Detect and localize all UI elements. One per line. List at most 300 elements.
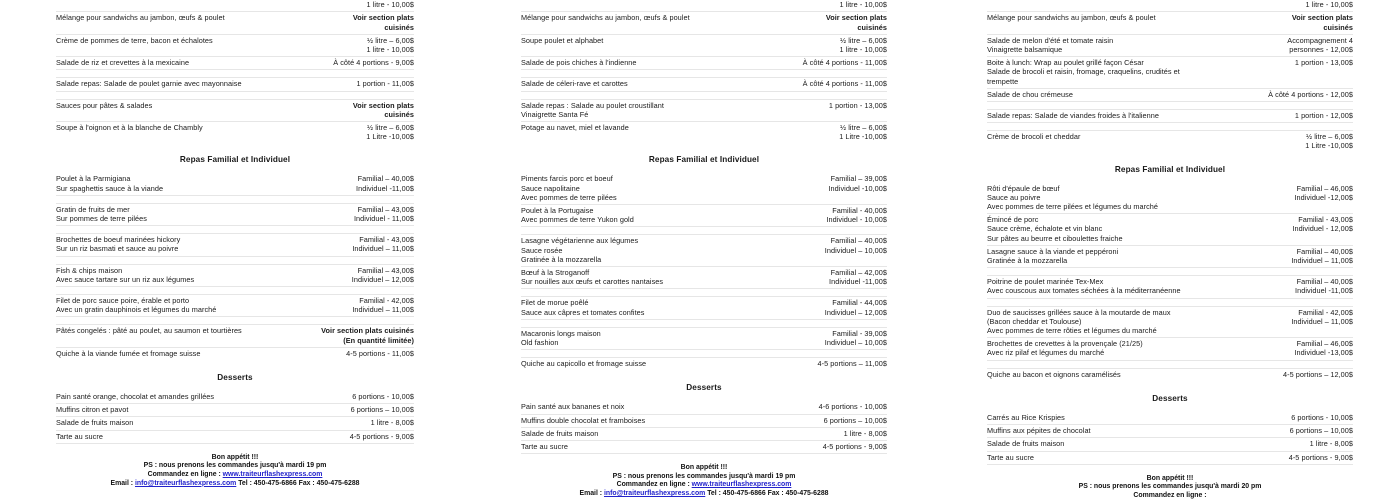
menu-row <box>987 110 1353 123</box>
text-line: cuisinés <box>857 22 887 32</box>
text-line: 6 portions – 10,00$ <box>1289 426 1353 436</box>
text-line: Mélange pour sandwichs au jambon, œufs & poulet <box>56 13 225 23</box>
menu-item-description <box>56 173 264 195</box>
text-line: Piments farcis porc et boeuf <box>521 174 613 184</box>
text-line: 1 portion - 11,00$ <box>356 79 414 89</box>
menu-item-description <box>56 325 264 347</box>
menu-item-description <box>56 122 264 144</box>
menu-item-description <box>521 0 741 12</box>
text-line: Individuel – 11,00$ <box>1291 316 1353 326</box>
text-line: 4-5 portions - 9,00$ <box>822 442 887 452</box>
text-line: Voir section plats <box>1291 13 1353 23</box>
text-line: Vinaigrette balsamique <box>987 45 1063 55</box>
column-footer <box>987 475 1353 500</box>
menu-column-week-3 <box>932 0 1398 500</box>
text-line: (En quantité limitée) <box>343 335 414 345</box>
text-line: Tarte au sucre <box>56 431 103 441</box>
menu-row <box>521 327 887 349</box>
menu-item-price <box>264 78 414 91</box>
text-line: Sauce napolitaine <box>521 183 580 193</box>
column-content <box>521 0 887 499</box>
text-line: 6 portions - 10,00$ <box>352 392 414 402</box>
menu-item-price <box>1207 306 1353 338</box>
text-line: Filet de porc sauce poire, érable et porto <box>56 296 190 306</box>
menu-item-price <box>741 327 887 349</box>
text-line: Voir section plats <box>825 13 887 23</box>
menu-row <box>56 264 414 286</box>
footer-line-bon-appetit: Bon appétit !!! <box>1146 474 1194 482</box>
column-footer <box>56 454 414 488</box>
text-line: ½ litre – 6,00$ <box>840 35 887 45</box>
text-line: Pain santé aux bananes et noix <box>521 402 625 412</box>
menu-item-price <box>741 173 887 204</box>
text-line: 1 litre - 10,00$ <box>1305 0 1353 10</box>
menu-item-price <box>1207 131 1353 153</box>
footer-line-order-deadline: PS : nous prenons les commandes jusqu'à mardi 20 pm <box>1078 483 1262 491</box>
website-link[interactable]: www.traiteurflashexpress.com <box>222 471 323 479</box>
text-line: Crème de brocoli et cheddar <box>987 132 1081 142</box>
text-line: Familial – 40,00$ <box>357 174 414 184</box>
text-line: Sauce aux câpres et tomates confites <box>521 307 645 317</box>
menu-item-price <box>741 427 887 440</box>
menu-item-description <box>56 234 264 256</box>
text-line: Familial – 40,00$ <box>1296 246 1353 256</box>
spacer-cell <box>521 289 887 297</box>
menu-item-description <box>521 327 741 349</box>
spacer-cell <box>56 317 414 325</box>
text-line: Filet de morue poêlé <box>521 298 589 308</box>
footer-line-contact: Email : info@traiteurflashexpress.com Tel : 450-475-6866 Fax : 450-475-6288 <box>110 479 360 487</box>
menu-item-description <box>987 306 1207 338</box>
menu-item-price <box>741 297 887 319</box>
menu-row <box>521 441 887 454</box>
menu-item-description <box>987 183 1207 214</box>
text-line: Gratin de fruits de mer <box>56 204 130 214</box>
row-spacer <box>521 91 887 99</box>
menu-item-description <box>987 34 1207 56</box>
text-line: 1 litre - 10,00$ <box>839 45 887 55</box>
menu-item-price <box>1207 276 1353 298</box>
text-line: Poulet à la Portugaise <box>521 206 594 216</box>
section-title-meals: Repas Familial et Individuel <box>179 155 291 165</box>
menu-row <box>987 412 1353 425</box>
text-line: Individuel -12,00$ <box>1294 192 1353 202</box>
menu-item-price <box>1207 245 1353 267</box>
menu-row <box>521 122 887 144</box>
menu-row <box>521 34 887 56</box>
menu-item-description <box>521 297 741 319</box>
menu-row <box>56 391 414 404</box>
menu-item-price <box>1207 110 1353 123</box>
text-line: ½ litre – 6,00$ <box>367 35 414 45</box>
menu-item-description <box>521 427 741 440</box>
footer-line-bon-appetit: Bon appétit !!! <box>680 464 728 472</box>
menu-item-price <box>1207 0 1353 12</box>
menu-item-description <box>987 245 1207 267</box>
menu-item-description <box>56 57 264 70</box>
menu-row <box>521 358 887 371</box>
menu-item-price <box>264 404 414 417</box>
menu-row <box>56 203 414 225</box>
text-line: Familial – 42,00$ <box>830 268 887 278</box>
text-line: Salade de fruits maison <box>56 418 134 428</box>
menu-row <box>987 131 1353 153</box>
desserts-table <box>56 391 414 443</box>
menu-item-price <box>741 267 887 289</box>
menu-item-description <box>56 404 264 417</box>
row-spacer <box>521 70 887 78</box>
menu-row <box>521 0 887 12</box>
spacer-cell <box>56 91 414 99</box>
menu-item-description <box>521 12 741 34</box>
row-spacer <box>56 195 414 203</box>
menu-item-description <box>521 57 741 70</box>
footer-line-order-online: Commandez en ligne : <box>1133 491 1207 499</box>
menu-item-description <box>56 203 264 225</box>
footer-line-order-deadline: PS : nous prenons les commandes jusqu'à mardi 19 pm <box>143 462 327 470</box>
text-line: Avec pommes de terre pilées et légumes du marché <box>987 202 1158 212</box>
menu-row <box>56 99 414 121</box>
menu-row <box>987 338 1353 360</box>
menu-item-price <box>1207 451 1353 464</box>
text-line: Poitrine de poulet marinée Tex-Mex <box>987 277 1104 287</box>
text-line: 1 Litre -10,00$ <box>1305 141 1353 151</box>
menu-item-price <box>264 173 414 195</box>
menu-item-description <box>987 0 1207 12</box>
text-line: Gratinée à la mozzarella <box>521 254 602 264</box>
spacer-cell <box>987 123 1353 131</box>
menu-item-description <box>521 267 741 289</box>
menu-row <box>987 451 1353 464</box>
menu-item-description <box>987 412 1207 425</box>
menu-row <box>987 57 1353 89</box>
text-line: Familial – 43,00$ <box>357 265 414 275</box>
text-line: Brochettes de crevettes à la provençale (21/25) <box>987 339 1143 349</box>
menu-item-price <box>264 0 414 12</box>
menu-item-price <box>264 234 414 256</box>
desserts-body <box>987 412 1353 464</box>
text-line: 1 portion - 12,00$ <box>1294 111 1353 121</box>
text-line: Individuel – 11,00$ <box>352 305 414 315</box>
menu-item-price <box>741 235 887 267</box>
row-spacer <box>521 227 887 235</box>
text-line: Familial - 42,00$ <box>359 296 414 306</box>
menu-item-description <box>56 78 264 91</box>
meals-body <box>56 173 414 360</box>
menu-item-description <box>521 441 741 454</box>
menu-row <box>56 12 414 34</box>
column-footer <box>521 464 887 498</box>
row-spacer <box>56 317 414 325</box>
menu-row <box>521 267 887 289</box>
menu-row <box>56 404 414 417</box>
text-line: 6 portions – 10,00$ <box>823 415 887 425</box>
menu-row <box>987 425 1353 438</box>
text-line: 1 portion - 13,00$ <box>828 100 887 110</box>
menu-item-description <box>987 131 1207 153</box>
menu-column-week-2 <box>466 0 932 500</box>
website-link[interactable]: www.traiteurflashexpress.com <box>691 481 792 489</box>
footer-line-order-online: Commandez en ligne : www.traiteurflashexpress.com <box>147 471 323 479</box>
text-line: Familial – 43,00$ <box>357 204 414 214</box>
footer-line-order-online: Commandez en ligne : www.traiteurflashexpress.com <box>616 481 792 489</box>
spacer-cell <box>521 319 887 327</box>
top-items-table <box>521 0 887 143</box>
text-line: Individuel – 12,00$ <box>351 274 414 284</box>
text-line: Individuel -11,00$ <box>356 183 414 193</box>
text-line: Avec pommes de terre pilées <box>521 192 617 202</box>
text-line: Duo de saucisses grillées sauce à la moutarde de maux <box>987 307 1171 317</box>
text-line: Boite à lunch: Wrap au poulet grillé façon César <box>987 58 1144 68</box>
menu-row <box>987 438 1353 451</box>
text-line: Familial - 43,00$ <box>359 235 414 245</box>
text-line: Familial – 46,00$ <box>1296 183 1353 193</box>
text-line: Tarte au sucre <box>987 452 1034 462</box>
text-line: Avec sauce tartare sur un riz aux légumes <box>56 274 195 284</box>
menu-row <box>987 276 1353 298</box>
menu-item-description <box>56 99 264 121</box>
menu-item-description <box>56 12 264 34</box>
spacer-cell <box>521 227 887 235</box>
text-line: 1 litre - 8,00$ <box>843 428 887 438</box>
menu-item-price <box>741 99 887 121</box>
menu-item-price <box>264 203 414 225</box>
text-line: Avec riz pilaf et légumes du marché <box>987 348 1105 358</box>
spacer-cell <box>521 91 887 99</box>
menu-item-description <box>521 99 741 121</box>
text-line: Sur un riz basmati et sauce au poivre <box>56 244 179 254</box>
row-spacer <box>56 256 414 264</box>
menu-item-description <box>987 214 1207 246</box>
text-line: Accompagnement 4 <box>1287 35 1353 45</box>
text-line: Old fashion <box>521 338 559 348</box>
menu-item-description <box>987 438 1207 451</box>
text-line: Quiche au bacon et oignons caramélisés <box>987 369 1121 379</box>
text-line: Individuel – 10,00$ <box>824 245 887 255</box>
text-line: Mélange pour sandwichs au jambon, œufs & poulet <box>987 13 1156 23</box>
text-line: cuisinés <box>384 109 414 119</box>
menu-row <box>56 122 414 144</box>
text-line: 4-6 portions - 10,00$ <box>818 402 887 412</box>
menu-row <box>56 347 414 360</box>
text-line: Familial – 40,00$ <box>1296 277 1353 287</box>
text-line: Familial - 43,00$ <box>1298 215 1353 225</box>
menu-item-price <box>1207 368 1353 381</box>
text-line: trempette <box>987 76 1019 86</box>
text-line: Familial – 40,00$ <box>830 236 887 246</box>
text-line: Avec pommes de terre Yukon gold <box>521 215 634 225</box>
text-line: 6 portions - 10,00$ <box>1291 412 1353 422</box>
text-line: 1 litre - 8,00$ <box>370 418 414 428</box>
section-title-meals: Repas Familial et Individuel <box>648 155 760 165</box>
row-spacer <box>521 350 887 358</box>
menu-row <box>521 401 887 414</box>
menu-row <box>56 325 414 347</box>
spacer-cell <box>521 70 887 78</box>
text-line: Quiche à la viande fumée et fromage suisse <box>56 348 201 358</box>
text-line: Muffins double chocolat et framboises <box>521 415 646 425</box>
menu-item-description <box>56 295 264 317</box>
footer-line-bon-appetit: Bon appétit !!! <box>211 453 259 461</box>
menu-item-price <box>264 325 414 347</box>
text-line: ½ litre – 6,00$ <box>840 123 887 133</box>
text-line: 4-5 portions - 9,00$ <box>349 431 414 441</box>
text-line: Individuel - 10,00$ <box>826 215 887 225</box>
column-content <box>987 0 1353 500</box>
text-line: Salade de riz et crevettes à la mexicaine <box>56 58 190 68</box>
menu-row <box>521 414 887 427</box>
text-line: Familial - 42,00$ <box>1298 307 1353 317</box>
menu-item-price <box>264 34 414 56</box>
row-spacer <box>987 268 1353 276</box>
text-line: Salade de melon d'été et tomate raisin <box>987 35 1114 45</box>
text-line: Lasagne végétarienne aux légumes <box>521 236 639 246</box>
menu-item-description <box>521 34 741 56</box>
menu-item-price <box>741 358 887 371</box>
menu-row <box>987 306 1353 338</box>
top-items-body <box>521 0 887 143</box>
text-line: Individuel -10,00$ <box>828 183 887 193</box>
menu-item-price <box>1207 438 1353 451</box>
email-link[interactable]: info@traiteurflashexpress.com <box>134 479 237 487</box>
menu-row <box>56 0 414 12</box>
text-line: Carrés au Rice Krispies <box>987 412 1065 422</box>
menu-row <box>521 205 887 227</box>
text-line: Sauce au poivre <box>987 192 1041 202</box>
text-line: personnes - 12,00$ <box>1289 45 1353 55</box>
text-line: Soupe poulet et alphabet <box>521 35 604 45</box>
menu-item-price <box>264 122 414 144</box>
text-line: Brochettes de boeuf marinées hickory <box>56 235 181 245</box>
text-line: Sur pâtes au beurre et ciboulettes fraiche <box>987 233 1123 243</box>
menu-item-price <box>741 205 887 227</box>
menu-item-price <box>264 391 414 404</box>
text-line: Voir section plats <box>352 13 414 23</box>
text-line: Salade de pois chiches à l'indienne <box>521 58 637 68</box>
text-line: ½ litre – 6,00$ <box>367 123 414 133</box>
menu-item-price <box>1207 412 1353 425</box>
menu-row <box>987 88 1353 101</box>
text-line: À côté 4 portions - 11,00$ <box>802 79 887 89</box>
text-line: Familial - 40,00$ <box>832 206 887 216</box>
menu-item-description <box>56 417 264 430</box>
text-line: Salade de brocoli et raisin, fromage, craquelins, crudités et <box>987 67 1180 77</box>
menu-item-price <box>264 347 414 360</box>
row-spacer <box>521 319 887 327</box>
text-line: Individuel – 11,00$ <box>1291 256 1353 266</box>
text-line: Individuel – 10,00$ <box>824 338 887 348</box>
text-line: Macaronis longs maison <box>521 328 601 338</box>
menu-item-description <box>521 235 741 267</box>
text-line: Vinaigrette Santa Fé <box>521 109 589 119</box>
text-line: Individuel - 11,00$ <box>353 214 414 224</box>
text-line: Pain santé orange, chocolat et amandes grillées <box>56 392 215 402</box>
menu-item-price <box>264 295 414 317</box>
text-line: ½ litre – 6,00$ <box>1306 132 1353 142</box>
text-line: Voir section plats cuisinés <box>321 326 414 336</box>
menu-item-description <box>987 276 1207 298</box>
text-line: Sur pommes de terre pilées <box>56 214 147 224</box>
spacer-cell <box>987 102 1353 110</box>
text-line: Salade de fruits maison <box>987 439 1065 449</box>
menu-item-description <box>521 173 741 204</box>
menu-row <box>987 214 1353 246</box>
menu-row <box>521 78 887 91</box>
menu-item-price <box>264 417 414 430</box>
text-line: Avec couscous aux tomates séchées à la méditerranéenne <box>987 286 1181 296</box>
menu-item-description <box>56 391 264 404</box>
menu-item-description <box>987 368 1207 381</box>
text-line: Sauce rosée <box>521 245 563 255</box>
text-line: Tarte au sucre <box>521 442 568 452</box>
menu-row <box>56 417 414 430</box>
text-line: Familial – 46,00$ <box>1296 339 1353 349</box>
top-items-table <box>987 0 1353 153</box>
text-line: 4-5 portions - 11,00$ <box>346 348 414 358</box>
column-content <box>56 0 414 488</box>
footer-divider <box>987 464 1353 465</box>
text-line: Individuel -11,00$ <box>829 277 887 287</box>
text-line: Individuel -13,00$ <box>1294 348 1353 358</box>
text-line: Potage au navet, miel et lavande <box>521 123 629 133</box>
menu-row <box>521 235 887 267</box>
menu-row <box>987 34 1353 56</box>
text-line: Salade de céleri-rave et carottes <box>521 79 628 89</box>
spacer-cell <box>987 360 1353 368</box>
menu-row <box>521 57 887 70</box>
text-line: 4-5 portions – 12,00$ <box>1282 369 1353 379</box>
text-line: Individuel -11,00$ <box>1295 286 1353 296</box>
menu-item-price <box>741 0 887 12</box>
meals-table <box>987 183 1353 381</box>
top-items-body <box>987 0 1353 153</box>
menu-item-description <box>56 264 264 286</box>
menu-row <box>56 78 414 91</box>
menu-row <box>987 12 1353 34</box>
menu-item-description <box>987 12 1207 34</box>
section-title-desserts: Desserts <box>686 383 722 393</box>
text-line: 4-5 portions - 9,00$ <box>1288 452 1353 462</box>
text-line: Gratinée à la mozzarella <box>987 256 1068 266</box>
text-line: Lasagne sauce à la viande et peppéroni <box>987 246 1119 256</box>
menu-item-price <box>264 264 414 286</box>
text-line: Avec pommes de terre rôties et légumes du marché <box>987 326 1157 336</box>
text-line: 1 litre - 10,00$ <box>366 45 414 55</box>
menu-item-description <box>56 34 264 56</box>
menu-item-description <box>521 358 741 371</box>
email-link[interactable]: info@traiteurflashexpress.com <box>603 490 706 498</box>
menu-item-price <box>1207 12 1353 34</box>
menu-row <box>56 173 414 195</box>
text-line: À côté 4 portions - 12,00$ <box>1268 89 1353 99</box>
text-line: Mélange pour sandwichs au jambon, œufs & poulet <box>521 13 690 23</box>
text-line: Poulet à la Parmigiana <box>56 174 131 184</box>
text-line: À côté 4 portions - 9,00$ <box>333 58 414 68</box>
menu-item-price <box>1207 34 1353 56</box>
row-spacer <box>56 287 414 295</box>
menu-item-price <box>741 441 887 454</box>
menu-row <box>987 245 1353 267</box>
desserts-table <box>987 412 1353 464</box>
text-line: Familial – 39,00$ <box>830 174 887 184</box>
row-spacer <box>987 298 1353 306</box>
text-line: 6 portions – 10,00$ <box>350 405 414 415</box>
desserts-table <box>521 401 887 453</box>
text-line: Individuel – 12,00$ <box>824 307 887 317</box>
menu-item-description <box>987 57 1207 89</box>
text-line: Individuel - 12,00$ <box>1292 224 1353 234</box>
text-line: Sauces pour pâtes & salades <box>56 100 153 110</box>
